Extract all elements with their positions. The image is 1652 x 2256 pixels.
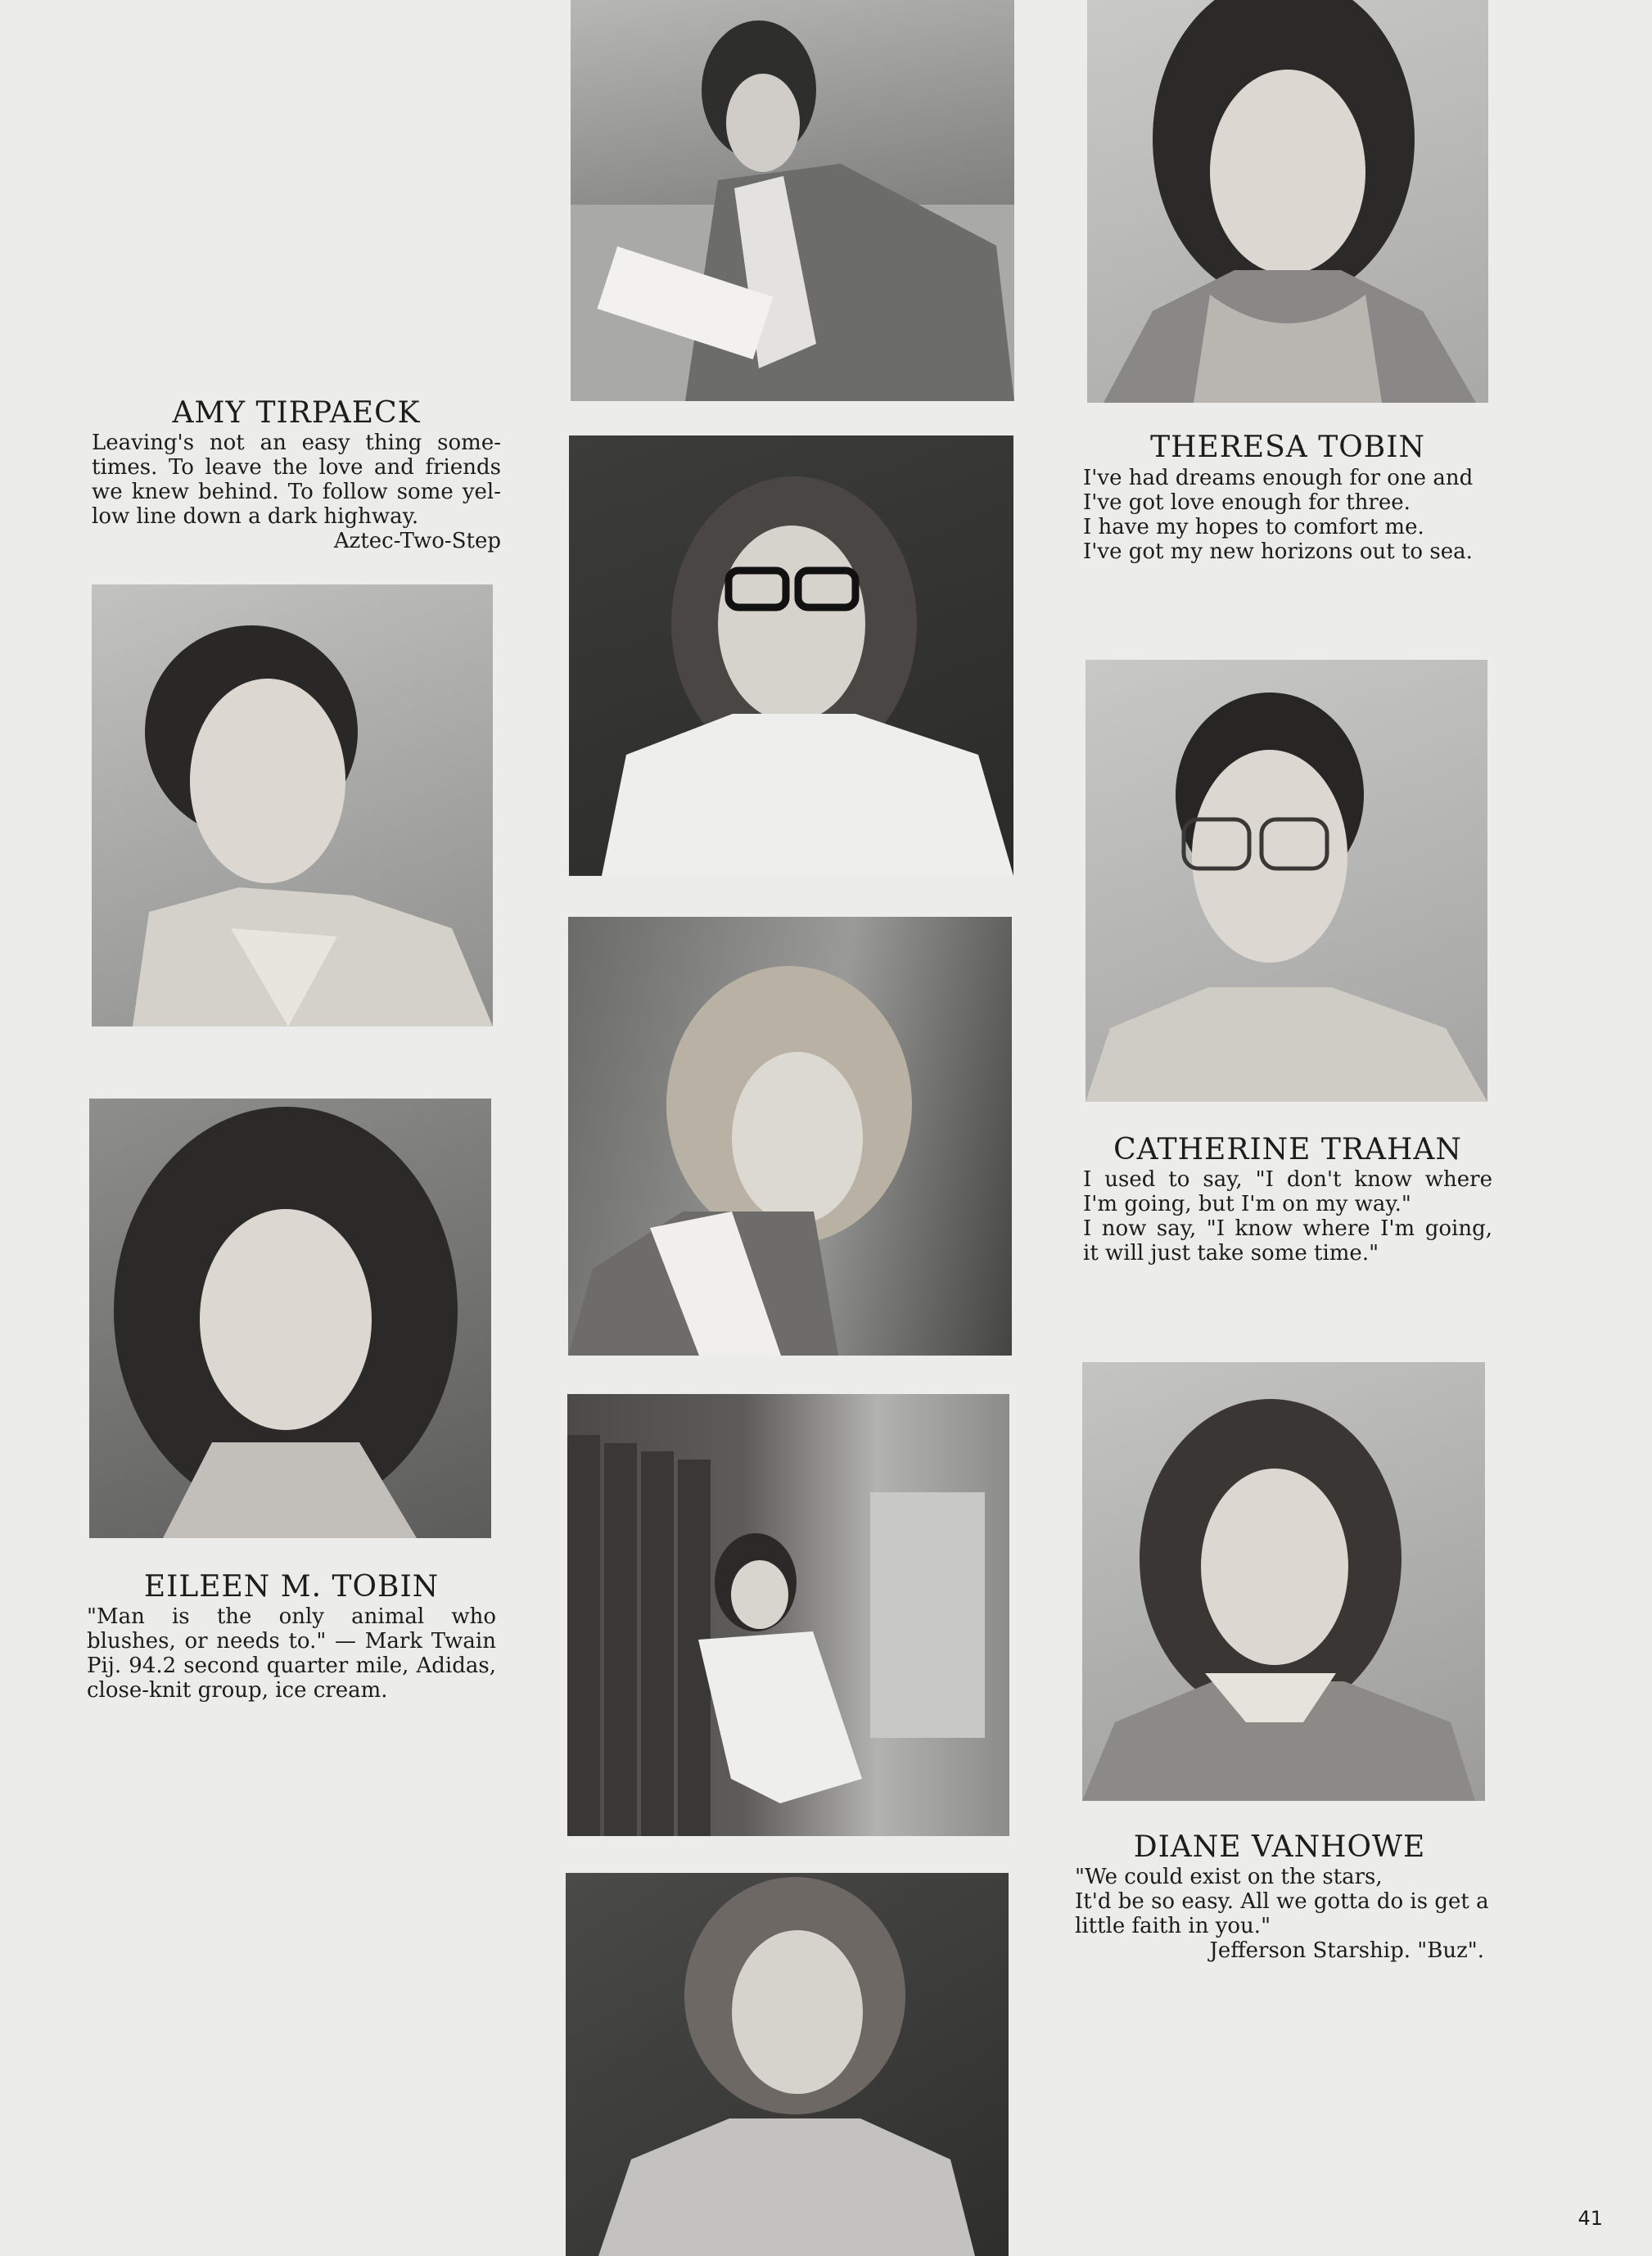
- senior-name: EILEEN M. TOBIN: [143, 1570, 440, 1604]
- page-number: 41: [1578, 2207, 1603, 2230]
- quote-line: "We could exist on the stars,: [1075, 1865, 1383, 1889]
- senior-quote: [1083, 1167, 1492, 1266]
- quote-credit: Jefferson Starship. "Buz".: [1209, 1938, 1484, 1963]
- quote-credit: Aztec-Two-Step: [333, 529, 501, 553]
- quote-line: "Man is the only animal who: [87, 1604, 496, 1629]
- senior-name: THERESA TOBIN: [1150, 431, 1425, 464]
- quote-line: little faith in you.": [1075, 1914, 1271, 1938]
- quote-line: we knew behind. To follow some yel-: [92, 480, 501, 504]
- quote-line: It'd be so easy. All we gotta do is get a: [1075, 1889, 1489, 1914]
- quote-line: blushes, or needs to." — Mark Twain: [87, 1629, 496, 1654]
- quote-line: I used to say, "I don't know where: [1083, 1167, 1492, 1192]
- candid-photo-glasses: [569, 435, 1013, 876]
- senior-quote: [87, 1604, 496, 1703]
- portrait-amy-tirpaeck: [92, 584, 493, 1026]
- candid-photo-writing: [571, 0, 1014, 401]
- candid-photo-lockers: [567, 1394, 1009, 1836]
- senior-quote: [1075, 1865, 1489, 1963]
- portrait-eileen-tobin: [89, 1099, 491, 1538]
- quote-line: I now say, "I know where I'm going,: [1083, 1216, 1492, 1241]
- quote-line: Pij. 94.2 second quarter mile, Adidas,: [87, 1654, 496, 1678]
- portrait-catherine-trahan: [1086, 660, 1487, 1102]
- senior-quote: [92, 431, 501, 553]
- senior-name: CATHERINE TRAHAN: [1113, 1133, 1462, 1166]
- quote-line: times. To leave the love and friends: [92, 455, 501, 480]
- quote-line: I have my hopes to comfort me.: [1083, 515, 1424, 539]
- senior-name: AMY TIRPAECK: [172, 396, 421, 430]
- candid-photo-smiling: [568, 917, 1012, 1356]
- portrait-diane-vanhowe: [1082, 1362, 1485, 1801]
- quote-line: low line down a dark highway.: [92, 504, 419, 529]
- candid-photo-hallway: [566, 1873, 1009, 2256]
- quote-line: I've had dreams enough for one and: [1083, 466, 1474, 490]
- senior-quote: [1083, 466, 1492, 564]
- quote-line: I'm going, but I'm on my way.": [1083, 1192, 1411, 1216]
- quote-line: I've got love enough for three.: [1083, 490, 1411, 515]
- quote-line: Leaving's not an easy thing some-: [92, 431, 501, 455]
- portrait-theresa-tobin: [1087, 0, 1488, 403]
- quote-line: it will just take some time.": [1083, 1241, 1379, 1266]
- quote-line: I've got my new horizons out to sea.: [1083, 539, 1473, 564]
- senior-name: DIANE VANHOWE: [1133, 1830, 1426, 1864]
- quote-line: close-knit group, ice cream.: [87, 1678, 388, 1703]
